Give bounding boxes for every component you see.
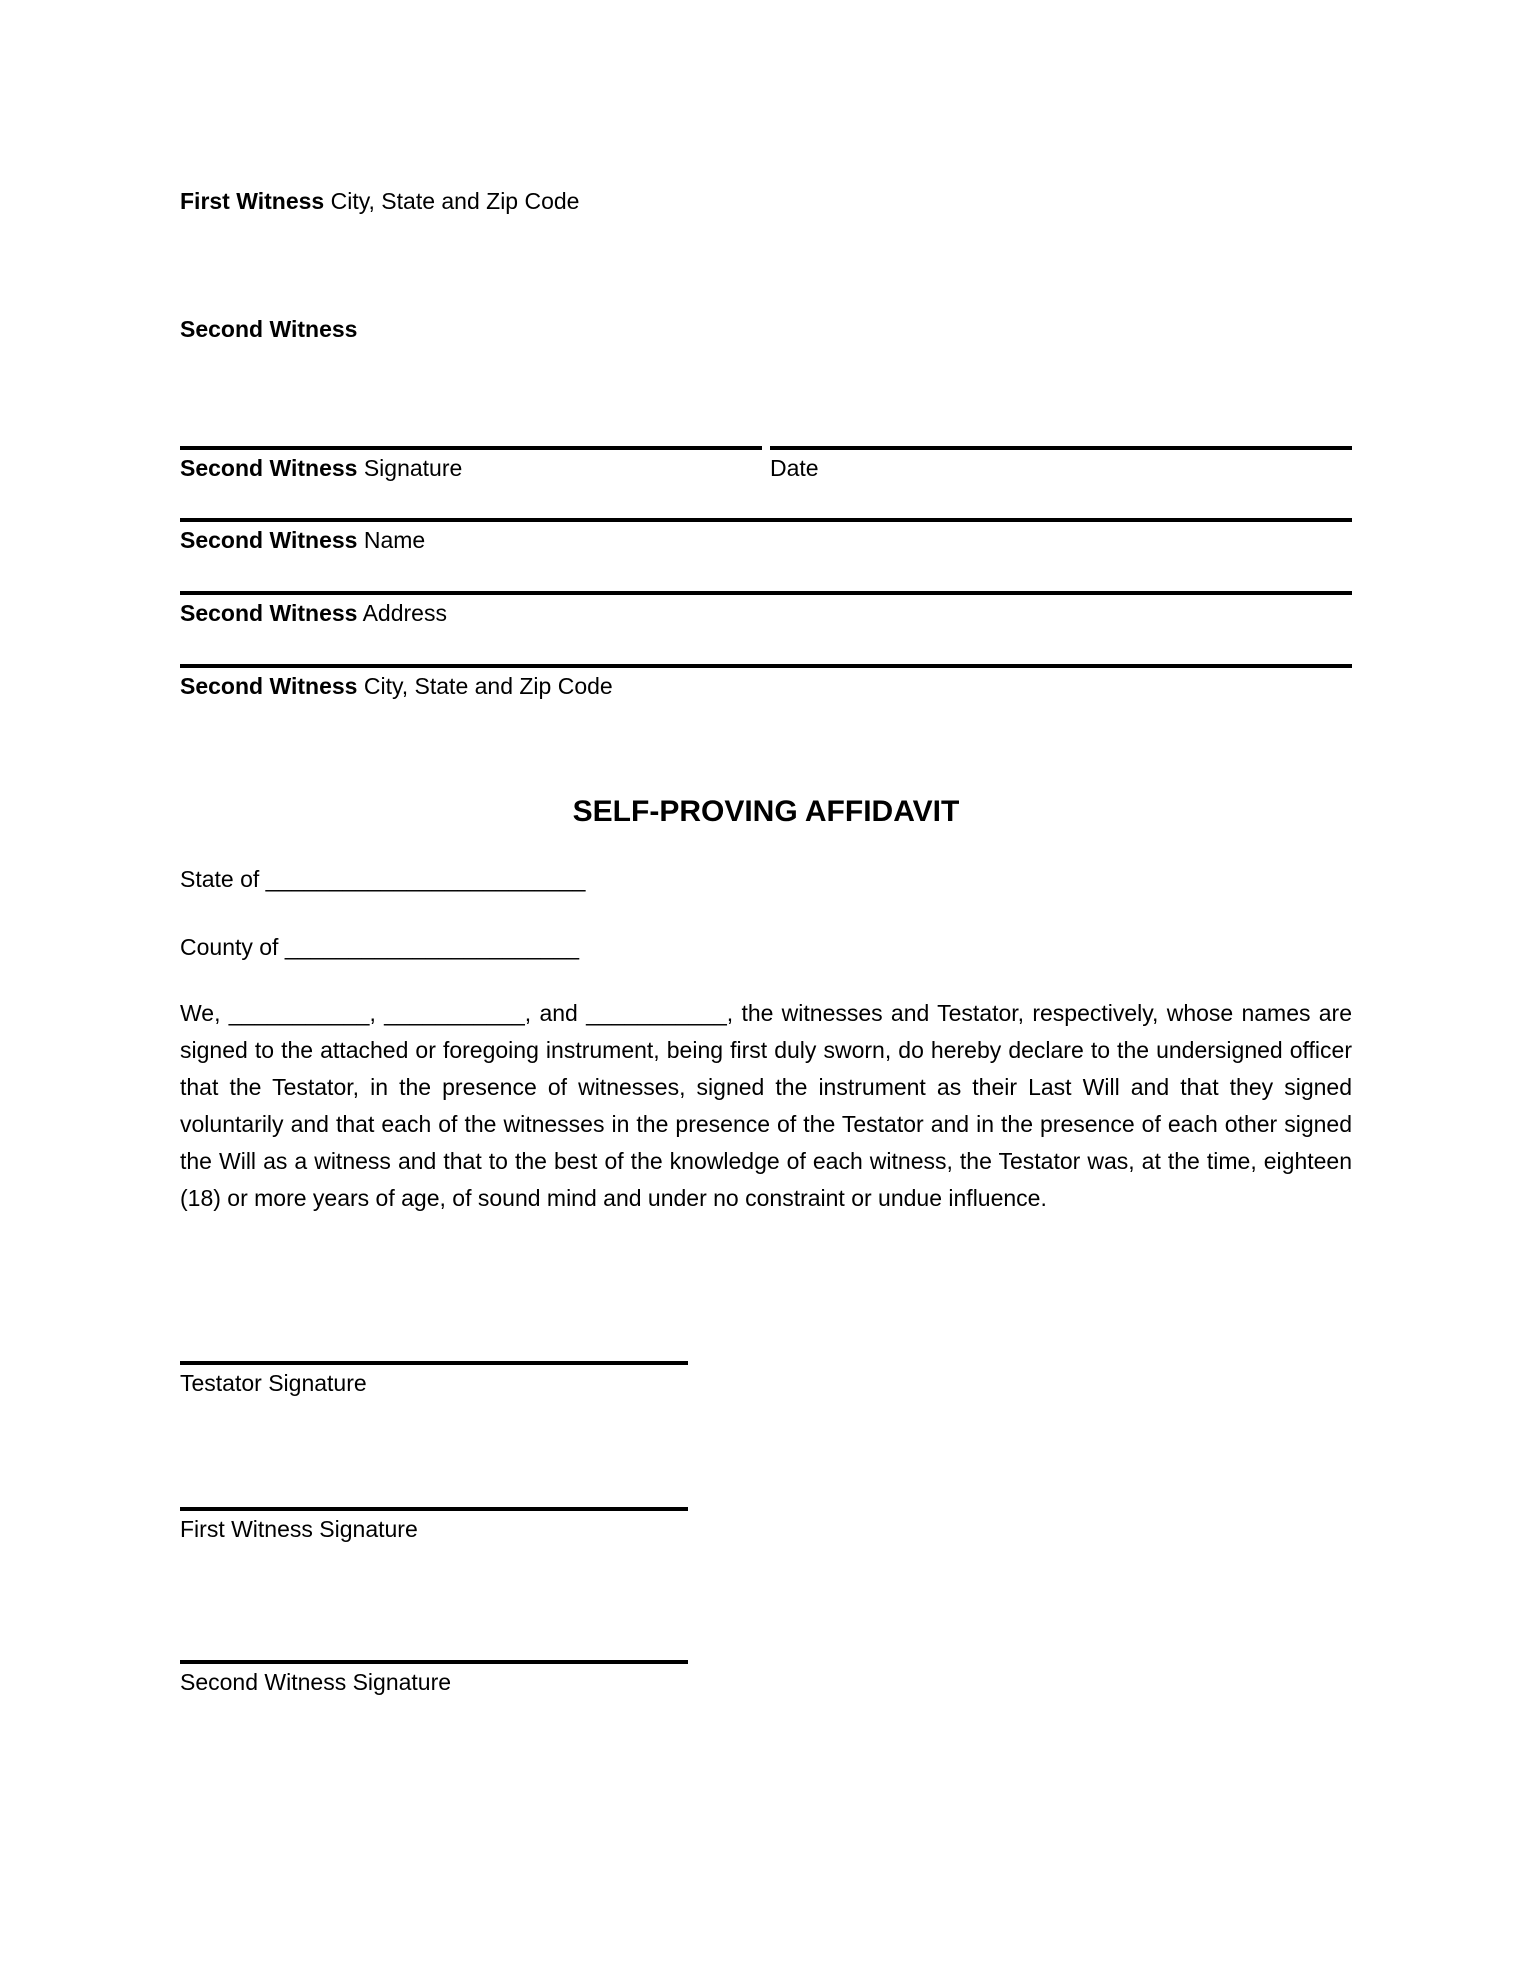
- second-witness-name-label-bold: Second Witness: [180, 527, 358, 553]
- second-witness-name-line: [180, 518, 1352, 522]
- state-of-blank: _________________________: [265, 866, 586, 892]
- second-witness-city-group: [180, 664, 1352, 700]
- signature-and-date-labels: [180, 455, 1352, 482]
- second-witness-city-line: [180, 664, 1352, 668]
- testator-signature-line: [180, 1361, 688, 1365]
- second-witness-name-group: [180, 518, 1352, 554]
- testator-signature-label: Testator Signature: [180, 1370, 367, 1396]
- first-witness-signature-group: [180, 1507, 688, 1543]
- affidavit-body-paragraph: We, ___________, ___________, and ___________, the witnesses and Testator, respectively, whose names are signed to the attached or foregoing instrument, being first duly sworn, do hereby declare to the undersigned officer that the Testator, in the presence of witnesses, signed the instrument as their Last Will and that they signed voluntarily and that each of the witnesses in the presence of the Testator and in the presence of each other signed the Will as a witness and that to the best of the knowledge of each witness, the Testator was, at the time, eighteen (18) or more years of age, of sound mind and under no constraint or undue influence.: [180, 1000, 1352, 1211]
- second-witness-signature-label: [180, 455, 462, 481]
- second-witness-signature-label-rest: Signature: [357, 455, 463, 481]
- first-witness-signature-line: [180, 1507, 688, 1511]
- affidavit-title: SELF-PROVING AFFIDAVIT: [572, 795, 960, 828]
- county-of-label: County of: [180, 934, 285, 960]
- first-witness-city-label-rest: City, State and Zip Code: [324, 188, 580, 214]
- first-witness-signature-label: First Witness Signature: [180, 1516, 418, 1542]
- testator-signature-group: [180, 1361, 688, 1397]
- date-line: [770, 446, 1352, 450]
- second-witness-name-label-rest: Name: [357, 527, 426, 553]
- county-of-line: [180, 934, 579, 961]
- second-witness-address-label: [180, 600, 1352, 627]
- second-witness-address-line: [180, 591, 1352, 595]
- second-witness-signature-bottom-line: [180, 1660, 688, 1664]
- second-witness-signature-bottom-label: Second Witness Signature: [180, 1669, 452, 1695]
- state-of-label: State of: [180, 866, 266, 892]
- second-witness-city-label-bold: Second Witness: [180, 673, 358, 699]
- second-witness-name-label: [180, 527, 1352, 554]
- date-label: Date: [770, 455, 819, 481]
- page-content: [180, 0, 1352, 1980]
- state-of-line: [180, 866, 585, 893]
- second-witness-signature-line: [180, 446, 762, 450]
- first-witness-city-label-bold: First Witness: [180, 188, 325, 214]
- first-witness-city-label: [180, 188, 579, 215]
- second-witness-signature-label-bold: Second Witness: [180, 455, 358, 481]
- second-witness-signature-group: [180, 446, 1352, 482]
- second-witness-address-label-rest: Address: [357, 600, 447, 626]
- second-witness-heading: Second Witness: [180, 316, 358, 342]
- second-witness-address-group: [180, 591, 1352, 627]
- signature-and-date-lines: [180, 446, 1352, 450]
- second-witness-city-label: [180, 673, 1352, 700]
- second-witness-city-label-rest: City, State and Zip Code: [357, 673, 613, 699]
- second-witness-address-label-bold: Second Witness: [180, 600, 358, 626]
- county-of-blank: _______________________: [284, 934, 580, 960]
- second-witness-signature-bottom-group: [180, 1660, 688, 1696]
